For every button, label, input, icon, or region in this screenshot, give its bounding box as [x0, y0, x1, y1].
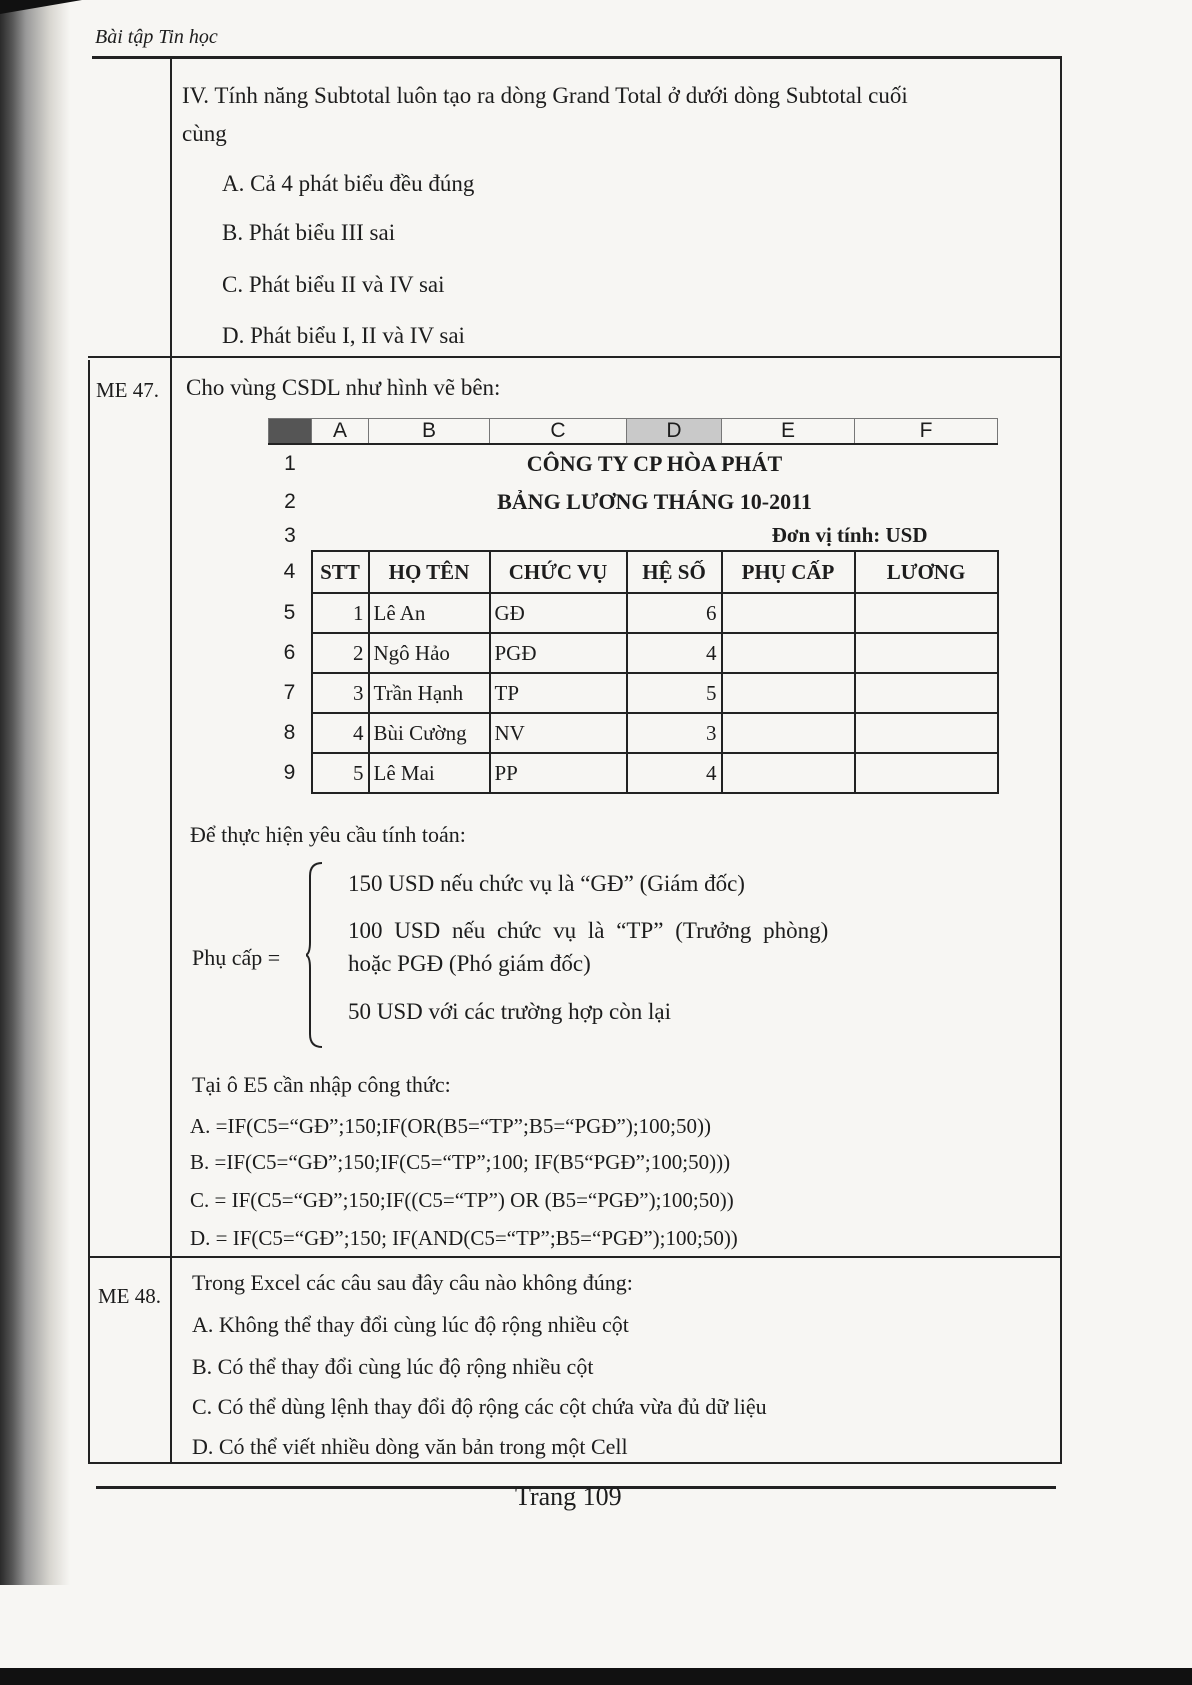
option-48-b: B. Có thể thay đổi cùng lúc độ rộng nhiều cột — [192, 1354, 594, 1379]
row-number: 7 — [283, 681, 296, 704]
row-number: 3 — [284, 524, 296, 547]
row-number: 1 — [284, 452, 296, 475]
cell-allowance — [722, 593, 855, 633]
header-title: Bài tập Tin học — [95, 26, 218, 48]
header-cell: HỌ TÊN — [369, 551, 490, 593]
option-47-b: B. =IF(C5=“GĐ”;150;IF(C5=“TP”;100; IF(B5“PGĐ”;100;50))) — [190, 1150, 731, 1174]
question-47-label: ME 47. — [96, 378, 159, 402]
option-47-d: D. = IF(C5=“GĐ”;150; IF(AND(C5=“TP”;B5=“PGĐ”);100;50)) — [190, 1226, 738, 1250]
option-48-d: D. Có thể viết nhiều dòng văn bản trong một Cell — [192, 1434, 628, 1459]
row-divider-47 — [88, 356, 1062, 358]
cell-salary — [855, 673, 998, 713]
cell-name: Bùi Cường — [369, 713, 490, 753]
header-cell: HỆ SỐ — [627, 551, 722, 593]
cell-salary — [855, 593, 998, 633]
option-47-a: A. =IF(C5=“GĐ”;150;IF(OR(B5=“TP”;B5=“PGĐ”);100;50)) — [190, 1114, 711, 1138]
cell-stt: 5 — [312, 753, 369, 793]
table-row — [269, 753, 998, 793]
condition-1: 150 USD nếu chức vụ là “GĐ” (Giám đốc) — [348, 871, 745, 896]
book-spine-shadow — [0, 0, 70, 1585]
curly-brace — [306, 862, 324, 1048]
question-47-prompt: Cho vùng CSDL như hình vẽ bên: — [186, 375, 501, 400]
condition-2: 100 USD nếu chức vụ là “TP” (Trưởng phòng) — [348, 918, 829, 943]
requirement-text: Để thực hiện yêu cầu tính toán: — [190, 822, 466, 847]
cell-name: Trần Hạnh — [369, 673, 490, 713]
column-header: A — [312, 419, 369, 445]
row-number: 2 — [284, 490, 296, 513]
cell-allowance — [722, 673, 855, 713]
header-cell: LƯƠNG — [855, 551, 998, 593]
cell-stt: 1 — [312, 593, 369, 633]
cell-position: NV — [490, 713, 627, 753]
prev-option-c: C. Phát biểu II và IV sai — [222, 272, 445, 297]
header-rule — [92, 56, 1062, 59]
cell-position: PP — [490, 753, 627, 793]
cell-name: Ngô Hảo — [369, 633, 490, 673]
cell-coefficient: 5 — [627, 673, 722, 713]
question-48-prompt: Trong Excel các câu sau đây câu nào không đúng: — [192, 1270, 633, 1295]
cell-coefficient: 6 — [627, 593, 722, 633]
column-header: C — [490, 419, 627, 445]
table-row — [269, 633, 998, 673]
column-divider — [170, 58, 172, 1464]
column-header-row — [269, 419, 998, 445]
cell-salary — [855, 713, 998, 753]
column-header: E — [722, 419, 855, 445]
table-row — [269, 593, 998, 633]
unit-note: Đơn vị tính: USD — [771, 523, 928, 547]
row-number: 4 — [283, 560, 296, 583]
right-border — [1060, 58, 1062, 1464]
row-divider-48 — [88, 1256, 1062, 1258]
question-48-label: ME 48. — [98, 1284, 161, 1308]
cell-name: Lê Mai — [369, 753, 490, 793]
formula-label: Phụ cấp = — [192, 945, 281, 970]
column-header: B — [369, 419, 490, 445]
column-header: D — [627, 419, 722, 445]
cell-allowance — [722, 753, 855, 793]
row-number: 5 — [283, 601, 296, 624]
header-cell: CHỨC VỤ — [490, 551, 627, 593]
page-number: Trang 109 — [515, 1482, 622, 1511]
cell-coefficient: 4 — [627, 753, 722, 793]
cell-position: PGĐ — [490, 633, 627, 673]
row-number: 9 — [283, 761, 296, 784]
left-border — [88, 360, 90, 1464]
header-cell: PHỤ CẤP — [722, 551, 855, 593]
prev-option-d: D. Phát biểu I, II và IV sai — [222, 323, 465, 348]
select-all-corner — [269, 419, 312, 445]
prev-option-a: A. Cả 4 phát biểu đều đúng — [222, 171, 475, 196]
question-47-text: Tại ô E5 cần nhập công thức: — [192, 1072, 451, 1097]
row-number: 8 — [283, 721, 296, 744]
scan-bottom-edge — [0, 1668, 1192, 1685]
cell-stt: 3 — [312, 673, 369, 713]
cell-allowance — [722, 713, 855, 753]
cell-allowance — [722, 633, 855, 673]
cell-position: GĐ — [490, 593, 627, 633]
spreadsheet-image — [268, 418, 999, 794]
table-bottom — [88, 1462, 1062, 1464]
cell-position: TP — [490, 673, 627, 713]
cell-coefficient: 4 — [627, 633, 722, 673]
cell-salary — [855, 633, 998, 673]
header-cell: STT — [312, 551, 369, 593]
option-48-a: A. Không thể thay đổi cùng lúc độ rộng nhiều cột — [192, 1312, 629, 1337]
table-row — [269, 673, 998, 713]
row-number: 6 — [283, 641, 296, 664]
cell-stt: 4 — [312, 713, 369, 753]
company-name: CÔNG TY CP HÒA PHÁT — [526, 451, 783, 476]
cell-coefficient: 3 — [627, 713, 722, 753]
cell-salary — [855, 753, 998, 793]
option-48-c: C. Có thể dùng lệnh thay đổi độ rộng các cột chứa vừa đủ dữ liệu — [192, 1394, 767, 1419]
cell-name: Lê An — [369, 593, 490, 633]
cell-stt: 2 — [312, 633, 369, 673]
sheet-subtitle: BẢNG LƯƠNG THÁNG 10-2011 — [497, 489, 812, 514]
prev-option-b: B. Phát biểu III sai — [222, 220, 396, 245]
prev-statement-line2: cùng — [182, 121, 227, 146]
table-row — [269, 713, 998, 753]
option-47-c: C. = IF(C5=“GĐ”;150;IF((C5=“TP”) OR (B5=“PGĐ”);100;50)) — [190, 1188, 734, 1212]
column-header: F — [855, 419, 998, 445]
prev-statement-line1: IV. Tính năng Subtotal luôn tạo ra dòng Grand Total ở dưới dòng Subtotal cuối — [182, 83, 908, 108]
condition-2-cont: hoặc PGĐ (Phó giám đốc) — [348, 951, 591, 976]
condition-3: 50 USD với các trường hợp còn lại — [348, 999, 671, 1024]
